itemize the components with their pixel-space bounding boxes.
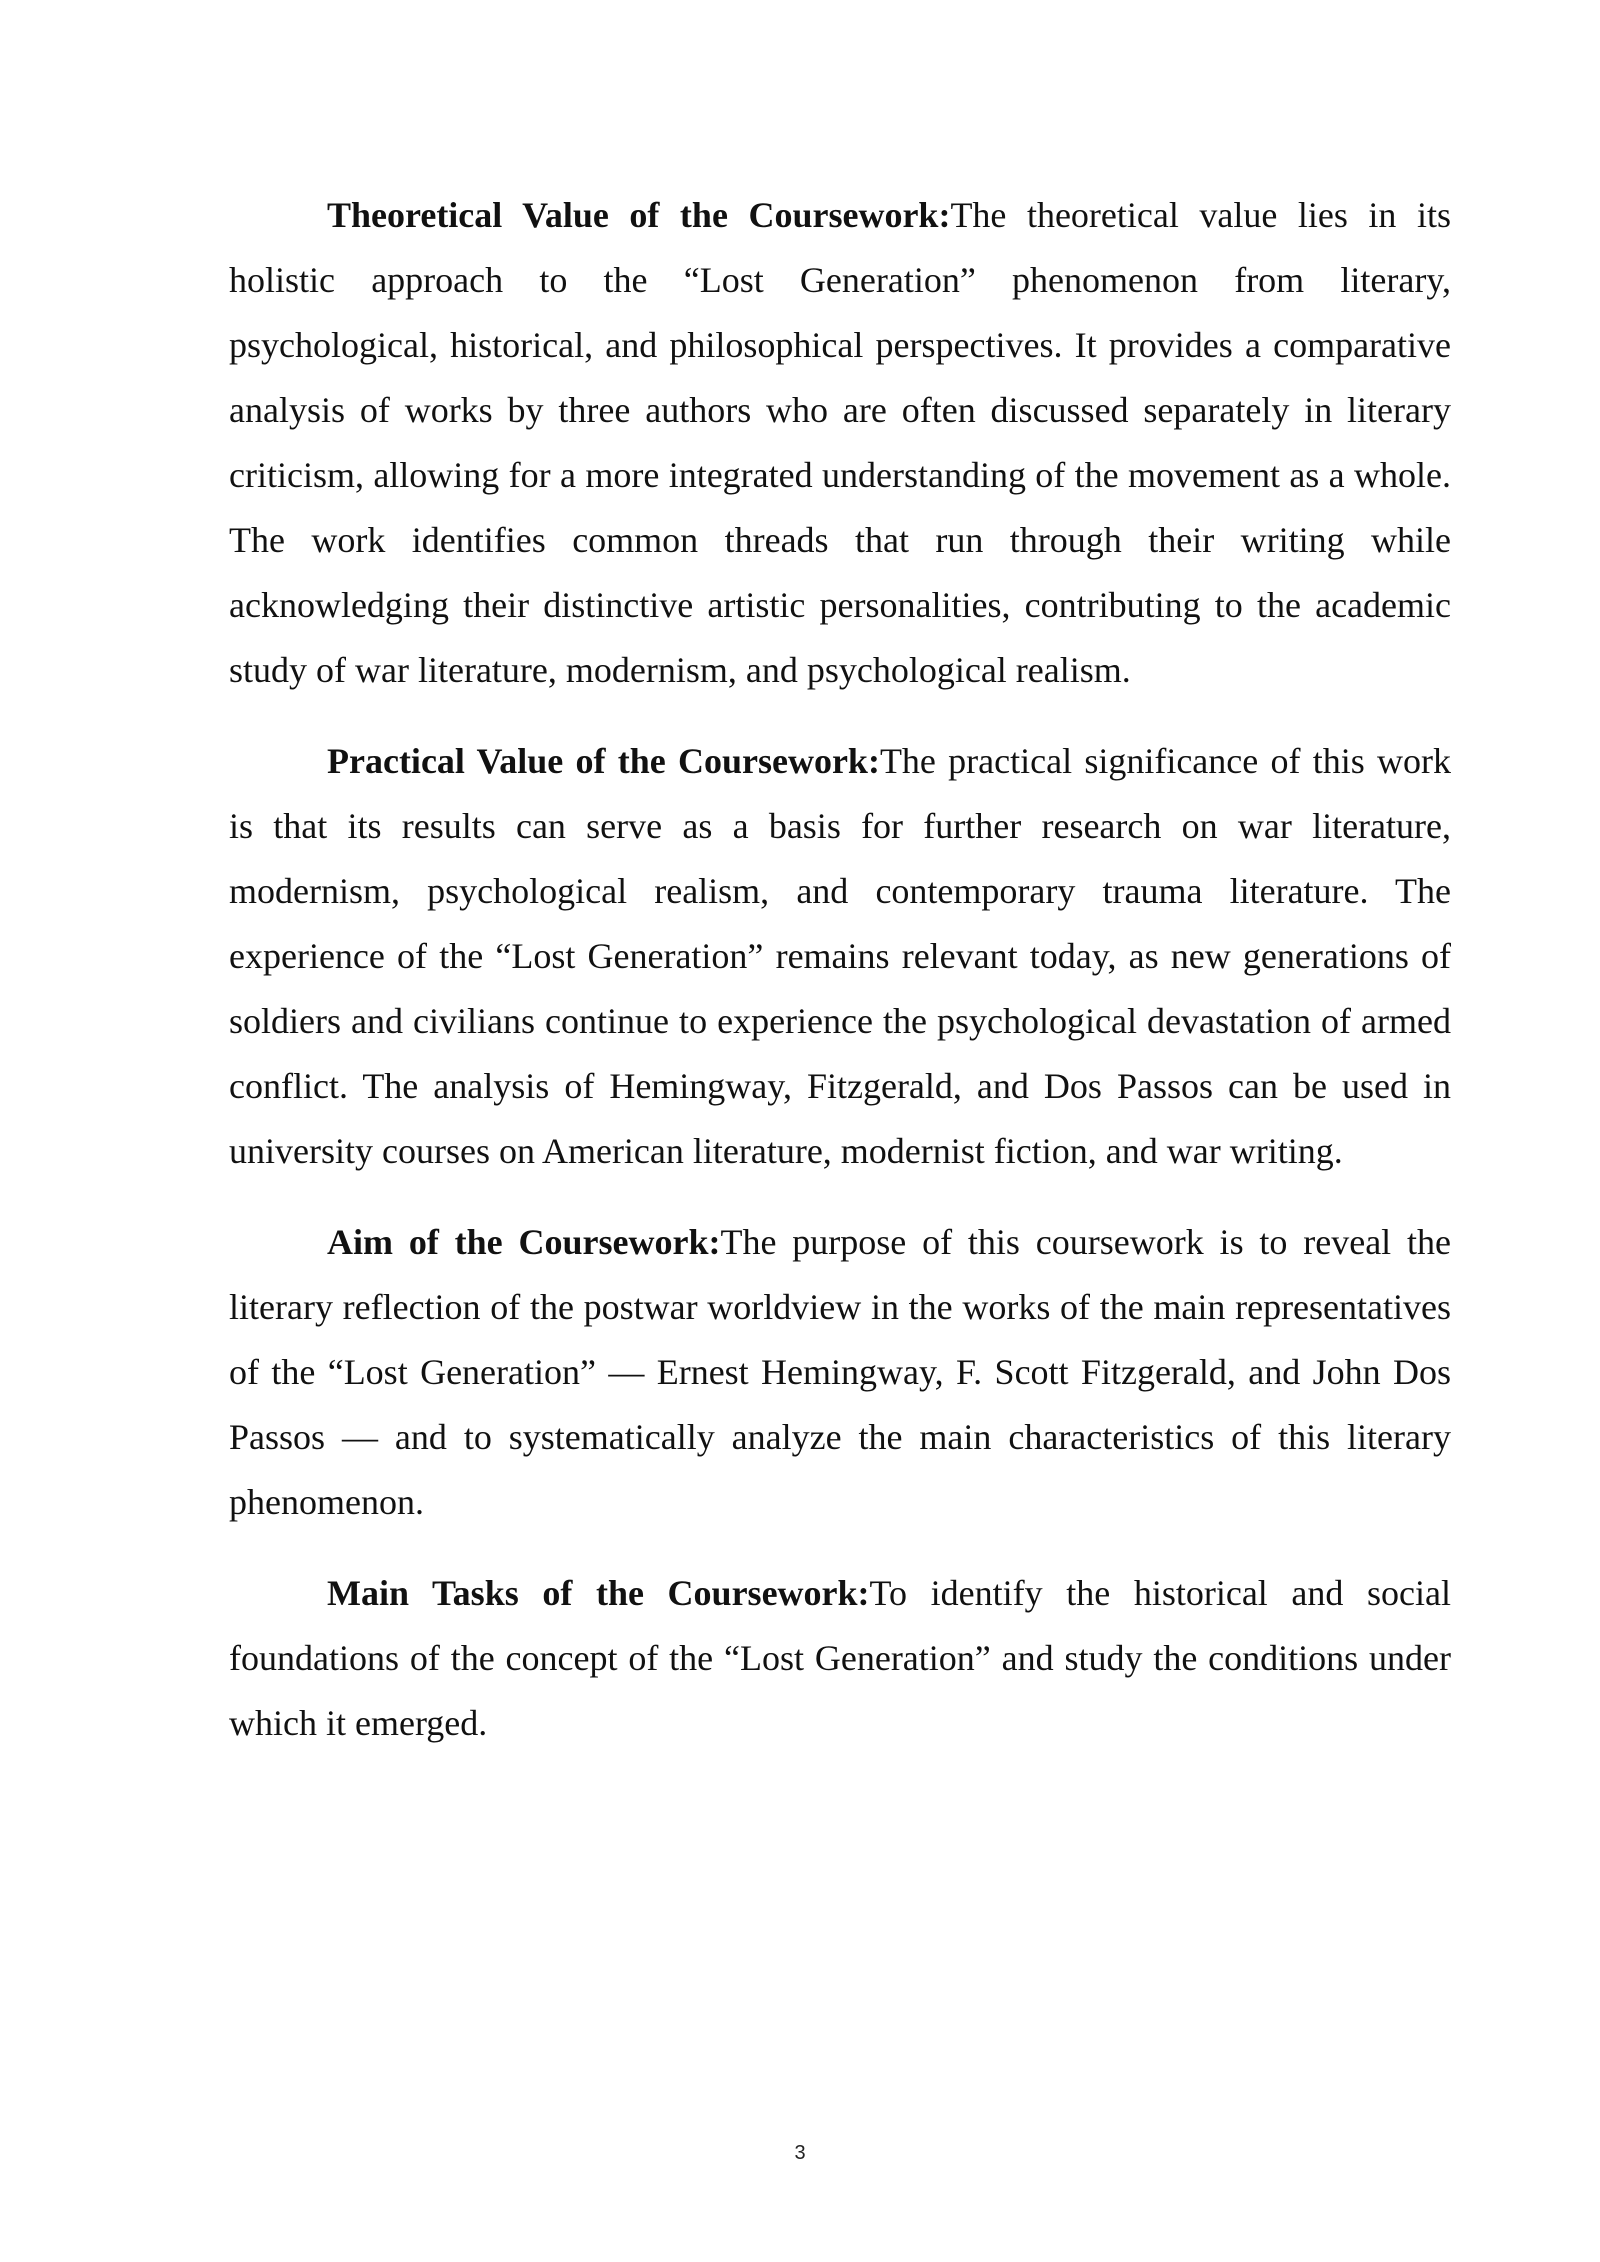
paragraph-practical-value	[229, 729, 1451, 1184]
page-number: 3	[794, 2142, 806, 2164]
paragraph-heading: Main Tasks of the Coursework:	[327, 1573, 870, 1613]
paragraph-aim	[229, 1210, 1451, 1535]
paragraph-main-tasks	[229, 1561, 1451, 1756]
paragraph-text: The purpose of this coursework is to reveal the literary reflection of the postwar worldview in the works of the main representatives of the “Lost Generation” — Ernest Hemingway, F. Scott Fitzgerald, and John Dos Passos — and to systematically analyze the main characteristics of this literary phenomenon.	[229, 1222, 1452, 1522]
document-body	[229, 183, 1451, 1782]
paragraph-heading: Practical Value of the Coursework:	[327, 741, 880, 781]
paragraph-heading: Theoretical Value of the Coursework:	[327, 195, 951, 235]
paragraph-text: To identify the historical and social foundations of the concept of the “Lost Generation” and study the conditions under which it emerged.	[229, 1573, 1451, 1743]
paragraph-text: The theoretical value lies in its holistic approach to the “Lost Generation” phenomenon from literary, psychological, historical, and philosophical perspectives. It provides a comparative analysis of works by three authors who are often discussed separately in literary criticism, allowing for a more integrated understanding of the movement as a whole. The work identifies common threads that run through their writing while acknowledging their distinctive artistic personalities, contributing to the academic study of war literature, modernism, and psychological realism.	[229, 195, 1451, 690]
paragraph-heading: Aim of the Coursework:	[327, 1222, 721, 1262]
paragraph-theoretical-value	[229, 183, 1451, 703]
paragraph-text: The practical significance of this work is that its results can serve as a basis for further research on war literature, modernism, psychological realism, and contemporary trauma literature. The experience of the “Lost Generation” remains relevant today, as new generations of soldiers and civilians continue to experience the psychological devastation of armed conflict. The analysis of Hemingway, Fitzgerald, and Dos Passos can be used in university courses on American literature, modernist fiction, and war writing.	[229, 741, 1451, 1171]
